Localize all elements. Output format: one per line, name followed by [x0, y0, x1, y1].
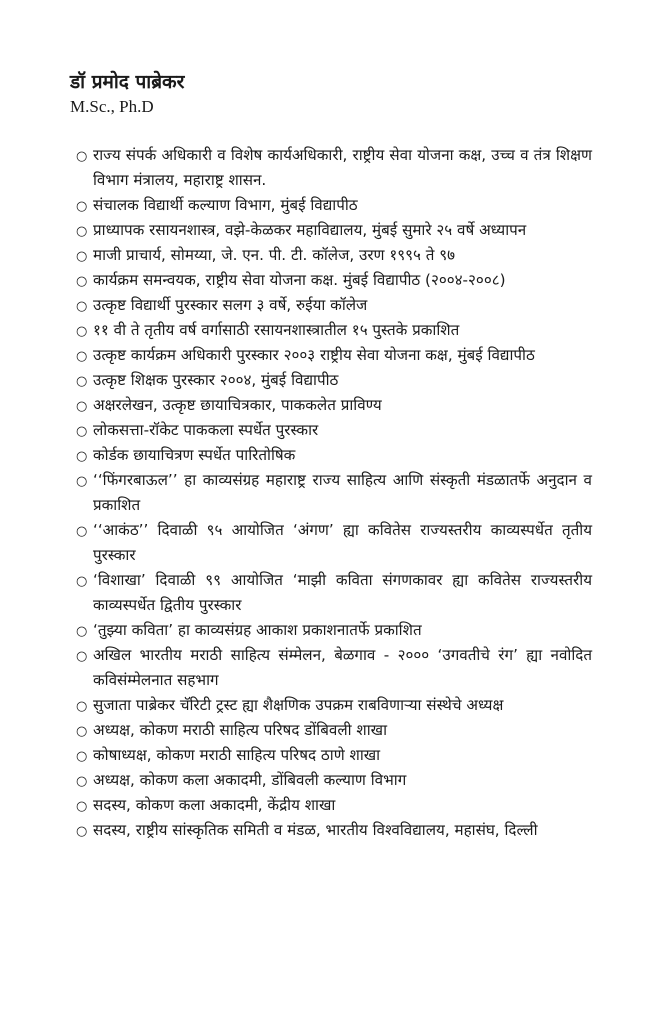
list-item-text: कोषाध्यक्ष, कोकण मराठी साहित्य परिषद ठाणे शाखा	[93, 746, 381, 764]
list-item	[70, 743, 592, 768]
list-item-text: उत्कृष्ट शिक्षक पुरस्कार २००४, मुंबई विद्यापीठ	[93, 371, 339, 389]
list-item	[70, 818, 592, 843]
list-item-text: सदस्य, कोकण कला अकादमी, केंद्रीय शाखा	[93, 796, 336, 814]
list-item-text: ‘तुझ्या कविता’ हा काव्यसंग्रह आकाश प्रकाशनातर्फे प्रकाशित	[93, 621, 422, 639]
list-item	[70, 393, 592, 418]
bullet-circle-icon: ○	[76, 774, 88, 789]
list-item-text: उत्कृष्ट कार्यक्रम अधिकारी पुरस्कार २००३ राष्ट्रीय सेवा योजना कक्ष, मुंबई विद्यापीठ	[93, 346, 535, 364]
bullet-circle-icon: ○	[76, 449, 88, 464]
list-item	[70, 443, 592, 468]
bullet-circle-icon: ○	[76, 624, 88, 639]
bullet-circle-icon: ○	[76, 324, 88, 339]
bullet-circle-icon: ○	[76, 149, 88, 164]
list-item	[70, 768, 592, 793]
list-item-text: माजी प्राचार्य, सोमय्या, जे. एन. पी. टी. कॉलेज, उरण १९९५ ते ९७	[93, 246, 456, 264]
list-item-text: ११ वी ते तृतीय वर्ष वर्गासाठी रसायनशास्त्रातील १५ पुस्तके प्रकाशित	[93, 321, 460, 339]
achievements-list	[70, 143, 592, 843]
list-item	[70, 718, 592, 743]
bullet-circle-icon: ○	[76, 299, 88, 314]
list-item	[70, 193, 592, 218]
list-item	[70, 618, 592, 643]
list-item-text: ‘‘आकंठ’’ दिवाळी ९५ आयोजित ‘अंगण’ ह्या कवितेस राज्यस्तरीय काव्यस्पर्धेत तृतीय पुरस्कार	[93, 521, 592, 564]
bullet-circle-icon: ○	[76, 199, 88, 214]
list-item	[70, 368, 592, 393]
bullet-circle-icon: ○	[76, 524, 88, 539]
list-item-text: संचालक विद्यार्थी कल्याण विभाग, मुंबई विद्यापीठ	[93, 196, 358, 214]
person-degree: M.Sc., Ph.D	[70, 97, 154, 116]
list-item-text: कोर्डक छायाचित्रण स्पर्धेत पारितोषिक	[93, 446, 296, 464]
bullet-circle-icon: ○	[76, 649, 88, 664]
bullet-circle-icon: ○	[76, 724, 88, 739]
list-item	[70, 518, 592, 568]
list-item	[70, 218, 592, 243]
list-item-text: उत्कृष्ट विद्यार्थी पुरस्कार सलग ३ वर्षे, रुईया कॉलेज	[93, 296, 368, 314]
list-item-text: कार्यक्रम समन्वयक, राष्ट्रीय सेवा योजना कक्ष. मुंबई विद्यापीठ (२००४-२००८)	[93, 271, 506, 289]
list-item	[70, 293, 592, 318]
list-item-text: लोकसत्ता-रॉकेट पाककला स्पर्धेत पुरस्कार	[93, 421, 319, 439]
list-item-text: राज्य संपर्क अधिकारी व विशेष कार्यअधिकारी, राष्ट्रीय सेवा योजना कक्ष, उच्च व तंत्र शिक्षण विभाग मंत्रालय, महाराष्ट्र शासन.	[93, 146, 592, 189]
bullet-circle-icon: ○	[76, 224, 88, 239]
list-item	[70, 568, 592, 618]
list-item	[70, 468, 592, 518]
bullet-circle-icon: ○	[76, 474, 88, 489]
list-item-text: अध्यक्ष, कोकण मराठी साहित्य परिषद डोंबिवली शाखा	[93, 721, 388, 739]
list-item-text: ‘‘फिंगरबाऊल’’ हा काव्यसंग्रह महाराष्ट्र राज्य साहित्य आणि संस्कृती मंडळातर्फे अनुदान व प्रकाशित	[93, 471, 592, 514]
list-item-text: अध्यक्ष, कोकण कला अकादमी, डोंबिवली कल्याण विभाग	[93, 771, 407, 789]
list-item	[70, 318, 592, 343]
list-item	[70, 343, 592, 368]
bullet-circle-icon: ○	[76, 349, 88, 364]
list-item	[70, 693, 592, 718]
bullet-circle-icon: ○	[76, 574, 88, 589]
bullet-circle-icon: ○	[76, 249, 88, 264]
biography-page	[70, 70, 592, 843]
bullet-circle-icon: ○	[76, 749, 88, 764]
bullet-circle-icon: ○	[76, 374, 88, 389]
list-item-text: ‘विशाखा’ दिवाळी ९९ आयोजित ‘माझी कविता संगणकावर ह्या कवितेस राज्यस्तरीय काव्यस्पर्धेत द्वितीय पुरस्कार	[93, 571, 592, 614]
list-item-text: अक्षरलेखन, उत्कृष्ट छायाचित्रकार, पाककलेत प्राविण्य	[93, 396, 382, 414]
list-item-text: सुजाता पाब्रेकर चॅरिटी ट्रस्ट ह्या शैक्षणिक उपक्रम राबविणाऱ्या संस्थेचे अध्यक्ष	[93, 696, 504, 714]
bullet-circle-icon: ○	[76, 699, 88, 714]
bullet-circle-icon: ○	[76, 424, 88, 439]
bullet-circle-icon: ○	[76, 274, 88, 289]
list-item-text: सदस्य, राष्ट्रीय सांस्कृतिक समिती व मंडळ, भारतीय विश्वविद्यालय, महासंघ, दिल्ली	[93, 821, 538, 839]
list-item-text: प्राध्यापक रसायनशास्त्र, वझे-केळकर महाविद्यालय, मुंबई सुमारे २५ वर्षे अध्यापन	[93, 221, 527, 239]
list-item-text: अखिल भारतीय मराठी साहित्य संम्मेलन, बेळगाव - २००० ‘उगवतीचे रंग’ ह्या नवोदित कविसंम्मेलनात सहभाग	[93, 646, 592, 689]
list-item	[70, 643, 592, 693]
list-item	[70, 243, 592, 268]
person-name: डॉ प्रमोद पाब्रेकर	[70, 71, 185, 93]
list-item	[70, 418, 592, 443]
bullet-circle-icon: ○	[76, 824, 88, 839]
bullet-circle-icon: ○	[76, 799, 88, 814]
list-item	[70, 268, 592, 293]
list-item	[70, 143, 592, 193]
bullet-circle-icon: ○	[76, 399, 88, 414]
list-item	[70, 793, 592, 818]
